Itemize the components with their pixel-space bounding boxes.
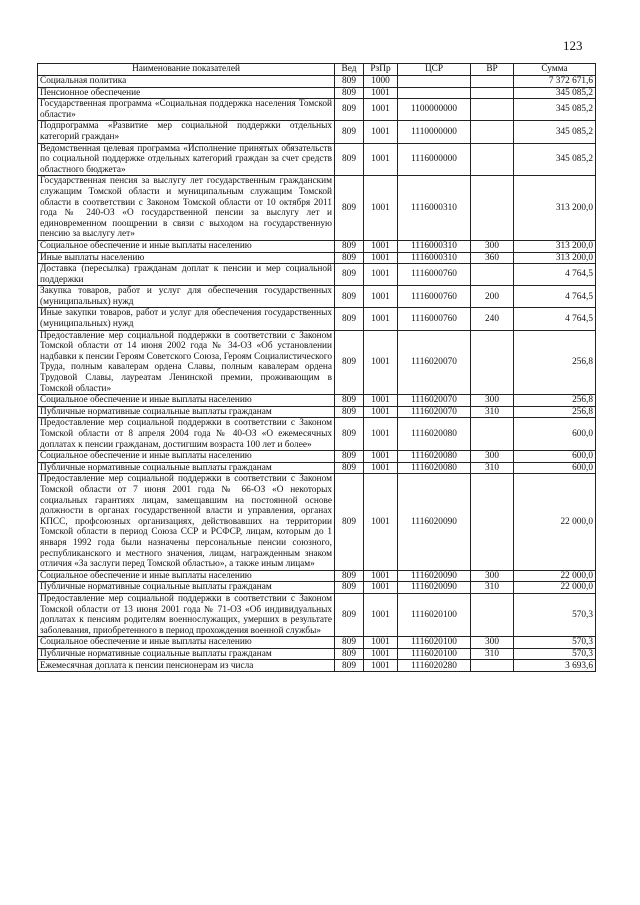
cell-ved: 809 [335,395,364,407]
cell-sum: 256,8 [514,406,596,418]
cell-sum: 4 764,5 [514,264,596,286]
table-row [38,286,596,308]
cell-sum: 313 200,0 [514,176,596,241]
table-row [38,395,596,407]
cell-name: Закупка товаров, работ и услуг для обеспечения государственных (муниципальных) нужд [38,286,335,308]
cell-vr: 240 [471,308,514,330]
cell-vr [471,660,514,672]
cell-name: Ведомственная целевая программа «Исполнение принятых обязательств по социальной поддержке отдельных категорий граждан за счет средств областного бюджета» [38,143,335,176]
cell-vr [471,593,514,636]
cell-rzpr: 1001 [364,176,398,241]
cell-rzpr: 1001 [364,637,398,649]
cell-sum: 4 764,5 [514,308,596,330]
cell-rzpr: 1001 [364,593,398,636]
cell-ved: 809 [335,406,364,418]
cell-name: Пенсионное обеспечение [38,87,335,99]
cell-ved: 809 [335,570,364,582]
page-number: 123 [563,38,583,53]
cell-vr: 310 [471,582,514,594]
cell-rzpr: 1001 [364,308,398,330]
cell-rzpr: 1001 [364,570,398,582]
cell-csr [398,87,471,99]
table-row [38,252,596,264]
table-row [38,637,596,649]
cell-sum: 600,0 [514,418,596,451]
cell-rzpr: 1001 [364,418,398,451]
cell-ved: 809 [335,308,364,330]
cell-sum: 600,0 [514,451,596,463]
cell-csr: 1116000310 [398,252,471,264]
cell-ved: 809 [335,330,364,395]
cell-csr: 1116020090 [398,570,471,582]
header-vr: ВР [471,64,514,76]
table-row [38,474,596,570]
cell-ved: 809 [335,451,364,463]
cell-sum: 7 372 671,6 [514,76,596,88]
cell-ved: 809 [335,648,364,660]
cell-name: Социальное обеспечение и иные выплаты населению [38,240,335,252]
cell-rzpr: 1001 [364,330,398,395]
cell-vr [471,264,514,286]
cell-sum: 570,3 [514,648,596,660]
cell-vr: 300 [471,395,514,407]
cell-ved: 809 [335,660,364,672]
cell-csr: 1116000310 [398,240,471,252]
cell-csr: 1116020090 [398,474,471,570]
cell-name: Социальная политика [38,76,335,88]
table-row [38,308,596,330]
table-row [38,593,596,636]
cell-sum: 22 000,0 [514,474,596,570]
cell-name: Предоставление мер социальной поддержки в соответствии с Законом Томской области от 14 июня 2002 года № 34-ОЗ «Об установлении надбавки к пенсии Героям Советского Союза, Героям Социалистического Труда, полным кавалерам ордена Славы, полным кавалерам ордена Трудовой Славы, лауреатам Ленинской премии, проживающим в Томской области» [38,330,335,395]
cell-name: Социальное обеспечение и иные выплаты населению [38,395,335,407]
table-header-row [38,64,596,76]
table-row [38,451,596,463]
cell-csr: 1116020080 [398,418,471,451]
table-row [38,462,596,474]
cell-ved: 809 [335,582,364,594]
cell-name: Социальное обеспечение и иные выплаты населению [38,637,335,649]
cell-csr: 1116000000 [398,143,471,176]
cell-rzpr: 1001 [364,648,398,660]
cell-csr: 1116020070 [398,330,471,395]
cell-vr: 300 [471,240,514,252]
cell-sum: 3 693,6 [514,660,596,672]
cell-name: Социальное обеспечение и иные выплаты населению [38,451,335,463]
table-row [38,76,596,88]
cell-csr: 1116020280 [398,660,471,672]
cell-sum: 345 085,2 [514,143,596,176]
cell-rzpr: 1001 [364,240,398,252]
cell-vr [471,330,514,395]
cell-name: Государственная пенсия за выслугу лет государственным гражданским служащим Томской области и муниципальным служащим Томской области в соответствии с Законом Томской области от 10 октября 2011 года № 240-ОЗ «О государственной пенсии за выслугу лет и единовременном поощрении в связи с выходом на государственную пенсию за выслугу лет» [38,176,335,241]
cell-name: Публичные нормативные социальные выплаты гражданам [38,406,335,418]
cell-ved: 809 [335,99,364,121]
table-row [38,121,596,143]
table-row [38,240,596,252]
cell-csr: 1116020090 [398,582,471,594]
table-row [38,582,596,594]
cell-rzpr: 1001 [364,582,398,594]
cell-ved: 809 [335,264,364,286]
cell-ved: 809 [335,462,364,474]
cell-ved: 809 [335,76,364,88]
cell-name: Доставка (пересылка) гражданам доплат к пенсии и мер социальной поддержки [38,264,335,286]
header-csr: ЦСР [398,64,471,76]
cell-rzpr: 1001 [364,286,398,308]
cell-ved: 809 [335,637,364,649]
cell-name: Публичные нормативные социальные выплаты гражданам [38,462,335,474]
cell-ved: 809 [335,240,364,252]
cell-sum: 313 200,0 [514,252,596,264]
cell-rzpr: 1001 [364,99,398,121]
cell-vr [471,76,514,88]
table-row [38,99,596,121]
cell-vr [471,99,514,121]
cell-rzpr: 1001 [364,395,398,407]
table-row [38,660,596,672]
cell-sum: 256,8 [514,395,596,407]
cell-sum: 600,0 [514,462,596,474]
cell-csr: 1100000000 [398,99,471,121]
table-row [38,176,596,241]
cell-name: Предоставление мер социальной поддержки в соответствии с Законом Томской области от 13 июня 2001 года № 71-ОЗ «Об индивидуальных доплатах к пенсиям родителям военнослужащих, умерших в результате заболевания, приобретенного в период прохождения военной службы» [38,593,335,636]
cell-sum: 313 200,0 [514,240,596,252]
cell-sum: 345 085,2 [514,87,596,99]
cell-sum: 345 085,2 [514,99,596,121]
cell-sum: 345 085,2 [514,121,596,143]
table-row [38,648,596,660]
cell-rzpr: 1001 [364,406,398,418]
cell-ved: 809 [335,176,364,241]
cell-sum: 22 000,0 [514,582,596,594]
cell-name: Иные закупки товаров, работ и услуг для обеспечения государственных (муниципальных) нужд [38,308,335,330]
header-sum: Сумма [514,64,596,76]
cell-csr: 1116020070 [398,395,471,407]
table-row [38,406,596,418]
cell-vr [471,121,514,143]
header-ved: Вед [335,64,364,76]
cell-rzpr: 1001 [364,451,398,463]
cell-csr: 1116020080 [398,462,471,474]
cell-vr: 200 [471,286,514,308]
cell-csr [398,76,471,88]
table-row [38,418,596,451]
cell-csr: 1116000760 [398,264,471,286]
cell-csr: 1110000000 [398,121,471,143]
cell-vr: 300 [471,637,514,649]
cell-vr: 300 [471,570,514,582]
cell-sum: 256,8 [514,330,596,395]
cell-csr: 1116020100 [398,593,471,636]
budget-table [37,63,596,672]
cell-sum: 570,3 [514,637,596,649]
cell-ved: 809 [335,252,364,264]
cell-sum: 570,3 [514,593,596,636]
cell-vr: 360 [471,252,514,264]
cell-ved: 809 [335,87,364,99]
cell-vr [471,143,514,176]
cell-vr [471,87,514,99]
table-row [38,87,596,99]
cell-rzpr: 1001 [364,87,398,99]
header-name: Наименование показателей [38,64,335,76]
table-row [38,330,596,395]
cell-vr [471,474,514,570]
cell-rzpr: 1001 [364,462,398,474]
cell-ved: 809 [335,418,364,451]
cell-rzpr: 1001 [364,252,398,264]
table-row [38,143,596,176]
header-rzpr: РзПр [364,64,398,76]
cell-csr: 1116020100 [398,648,471,660]
table-row [38,570,596,582]
cell-ved: 809 [335,121,364,143]
cell-vr: 300 [471,451,514,463]
cell-name: Социальное обеспечение и иные выплаты населению [38,570,335,582]
cell-vr: 310 [471,462,514,474]
cell-rzpr: 1000 [364,76,398,88]
cell-rzpr: 1001 [364,143,398,176]
cell-name: Предоставление мер социальной поддержки в соответствии с Законом Томской области от 7 июня 2001 года № 66-ОЗ «О некоторых социальных гарантиях лицам, замещавшим на постоянной основе должности в органах государственной власти и управления, органах КПСС, профсоюзных организациях, действовавших на территории Томской области в период Союза ССР и РСФСР, лицам, которым до 1 января 1992 года были назначены персональные пенсии союзного, республиканского и местного значения, лицам, награжденным знаком отличия «За заслуги перед Томской областью», а также иным лицам» [38,474,335,570]
cell-csr: 1116020070 [398,406,471,418]
cell-name: Подпрограмма «Развитие мер социальной поддержки отдельных категорий граждан» [38,121,335,143]
cell-csr: 1116000760 [398,308,471,330]
cell-ved: 809 [335,593,364,636]
cell-vr [471,418,514,451]
cell-csr: 1116020080 [398,451,471,463]
cell-sum: 4 764,5 [514,286,596,308]
cell-vr: 310 [471,648,514,660]
cell-csr: 1116020100 [398,637,471,649]
cell-csr: 1116000760 [398,286,471,308]
cell-vr [471,176,514,241]
cell-vr: 310 [471,406,514,418]
cell-ved: 809 [335,143,364,176]
cell-rzpr: 1001 [364,474,398,570]
cell-name: Государственная программа «Социальная поддержка населения Томской области» [38,99,335,121]
cell-rzpr: 1001 [364,121,398,143]
cell-name: Публичные нормативные социальные выплаты гражданам [38,582,335,594]
cell-rzpr: 1001 [364,660,398,672]
table-row [38,264,596,286]
cell-name: Ежемесячная доплата к пенсии пенсионерам из числа [38,660,335,672]
cell-name: Иные выплаты населению [38,252,335,264]
cell-name: Предоставление мер социальной поддержки в соответствии с Законом Томской области от 8 апреля 2004 года № 40-ОЗ «О ежемесячных доплатах к пенсии гражданам, достигшим возраста 100 лет и более» [38,418,335,451]
cell-ved: 809 [335,474,364,570]
cell-name: Публичные нормативные социальные выплаты гражданам [38,648,335,660]
cell-sum: 22 000,0 [514,570,596,582]
cell-ved: 809 [335,286,364,308]
cell-rzpr: 1001 [364,264,398,286]
cell-csr: 1116000310 [398,176,471,241]
